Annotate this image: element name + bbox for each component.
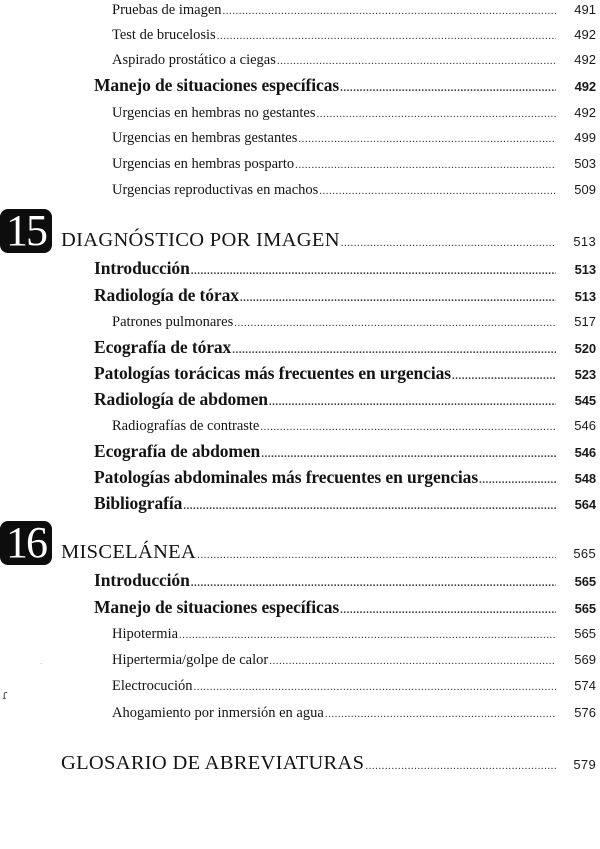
dot-leader: [191, 265, 556, 277]
toc-entry-radiografias-contraste[interactable]: [112, 418, 596, 435]
toc-entry-label: Urgencias en hembras posparto: [112, 156, 295, 172]
toc-entry-patrones-pulmonares[interactable]: [112, 314, 596, 331]
toc-chapter-16[interactable]: [61, 541, 596, 564]
toc-page-number: 565: [574, 574, 596, 589]
toc-entry-ahogamiento[interactable]: [112, 705, 596, 722]
dot-leader: [295, 159, 556, 171]
toc-section-radiologia-torax[interactable]: [94, 285, 596, 306]
toc-entry-urgencias-gestantes[interactable]: [112, 130, 596, 147]
glosario-title: GLOSARIO DE ABREVIATURAS: [61, 752, 365, 774]
toc-page-number: 513: [574, 262, 596, 277]
toc-page-number: 546: [574, 445, 596, 460]
toc-section-label: Ecografía de abdomen: [94, 441, 261, 461]
toc-entry-pruebas-de-imagen[interactable]: [112, 2, 596, 19]
dot-leader: [452, 370, 556, 382]
toc-page-number: 569: [574, 652, 596, 667]
toc-page-number: 492: [574, 27, 596, 42]
dot-leader: [260, 421, 556, 433]
dot-leader: [298, 133, 556, 145]
dot-leader: [217, 30, 556, 42]
toc-page-number: 574: [574, 678, 596, 693]
toc-section-label: Bibliografía: [94, 493, 183, 513]
toc-page-number: 513: [573, 234, 596, 249]
toc-entry-label: Hipotermia: [112, 626, 179, 642]
toc-section-radiologia-abdomen[interactable]: [94, 389, 596, 410]
toc-entry-label: Test de brucelosis: [112, 27, 216, 43]
dot-leader: [234, 317, 556, 329]
toc-section-label: Introducción: [94, 258, 190, 278]
toc-page-number: 579: [573, 757, 596, 772]
toc-section-label: Manejo de situaciones específicas: [94, 75, 340, 95]
toc-section-label: Introducción: [94, 570, 190, 590]
chapter-number-badge: 15: [0, 209, 52, 253]
toc-entry-label: Hipertermia/golpe de calor: [112, 652, 269, 668]
toc-entry-hipotermia[interactable]: [112, 626, 596, 643]
toc-section-bibliografia[interactable]: [94, 493, 596, 514]
toc-section-ecografia-abdomen[interactable]: [94, 441, 596, 462]
scan-speck: ·: [40, 660, 43, 668]
toc-entry-urgencias-machos[interactable]: [112, 182, 596, 199]
toc-entry-label: Ahogamiento por inmersión en agua: [112, 705, 324, 721]
toc-entry-label: Electrocución: [112, 678, 193, 694]
toc-entry-label: Pruebas de imagen: [112, 2, 222, 18]
dot-leader: [340, 82, 556, 94]
toc-section-label: Radiología de abdomen: [94, 389, 268, 409]
toc-entry-aspirado-prostatico[interactable]: [112, 52, 596, 69]
toc-section-patologias-abdominales[interactable]: [94, 467, 596, 488]
dot-leader: [232, 344, 556, 356]
toc-page-number: 565: [574, 601, 596, 616]
toc-page-number: 492: [574, 52, 596, 67]
toc-page-number: 545: [574, 393, 596, 408]
toc-entry-test-de-brucelosis[interactable]: [112, 27, 596, 44]
toc-section-label: Patologías abdominales más frecuentes en urgencias: [94, 467, 479, 487]
toc-chapter-15[interactable]: [61, 229, 596, 252]
chapter-title: MISCELÁNEA: [61, 541, 197, 563]
dot-leader: [223, 5, 556, 17]
toc-entry-label: Radiografías de contraste: [112, 418, 260, 434]
dot-leader: [269, 655, 556, 667]
toc-section-label: Manejo de situaciones específicas: [94, 597, 340, 617]
toc-entry-electrocucion[interactable]: [112, 678, 596, 695]
dot-leader: [194, 681, 556, 693]
toc-page-number: 509: [574, 182, 596, 197]
toc-page-number: 565: [574, 626, 596, 641]
toc-section-introduccion[interactable]: [94, 570, 596, 591]
scan-speck: ɾ: [2, 688, 9, 702]
toc-section-label: Ecografía de tórax: [94, 337, 232, 357]
toc-page-number: 517: [574, 314, 596, 329]
toc-entry-hipertermia[interactable]: [112, 652, 596, 669]
dot-leader: [191, 577, 556, 589]
toc-entry-label: Urgencias en hembras no gestantes: [112, 105, 316, 121]
toc-page-number: 564: [574, 497, 596, 512]
dot-leader: [325, 708, 556, 720]
toc-page-number: 491: [574, 2, 596, 17]
toc-entry-label: Aspirado prostático a ciegas: [112, 52, 276, 68]
toc-page-number: 546: [574, 418, 596, 433]
toc-section-label: Radiología de tórax: [94, 285, 239, 305]
dot-leader: [269, 396, 556, 408]
dot-leader: [365, 760, 556, 772]
dot-leader: [340, 604, 556, 616]
toc-section-patologias-toracicas[interactable]: [94, 363, 596, 384]
toc-page-number: 513: [574, 289, 596, 304]
dot-leader: [197, 549, 556, 561]
toc-entry-label: Urgencias reproductivas en machos: [112, 182, 319, 198]
dot-leader: [183, 500, 556, 512]
toc-page-number: 503: [574, 156, 596, 171]
toc-section-manejo-situaciones[interactable]: [94, 597, 596, 618]
toc-page-number: 576: [574, 705, 596, 720]
toc-entry-urgencias-posparto[interactable]: [112, 156, 596, 173]
dot-leader: [179, 629, 556, 641]
dot-leader: [277, 55, 556, 67]
toc-section-ecografia-torax[interactable]: [94, 337, 596, 358]
toc-page-number: 520: [574, 341, 596, 356]
toc-section-introduccion[interactable]: [94, 258, 596, 279]
toc-glosario[interactable]: [61, 752, 596, 775]
toc-page-number: 548: [574, 471, 596, 486]
chapter-title: DIAGNÓSTICO POR IMAGEN: [61, 229, 340, 251]
toc-entry-urgencias-no-gestantes[interactable]: [112, 105, 596, 122]
toc-page-number: 565: [573, 546, 596, 561]
toc-page-number: 523: [574, 367, 596, 382]
toc-entry-label: Patrones pulmonares: [112, 314, 234, 330]
toc-section-label: Patologías torácicas más frecuentes en urgencias: [94, 363, 451, 383]
toc-entry-label: Urgencias en hembras gestantes: [112, 130, 298, 146]
dot-leader: [479, 474, 556, 486]
dot-leader: [341, 237, 556, 249]
toc-page-number: 499: [574, 130, 596, 145]
dot-leader: [319, 185, 556, 197]
toc-section-manejo-situaciones[interactable]: [94, 75, 596, 96]
toc-page-number: 492: [574, 105, 596, 120]
dot-leader: [261, 448, 556, 460]
chapter-number-badge: 16: [0, 521, 52, 565]
dot-leader: [240, 292, 556, 304]
dot-leader: [316, 108, 556, 120]
toc-page-number: 492: [574, 79, 596, 94]
